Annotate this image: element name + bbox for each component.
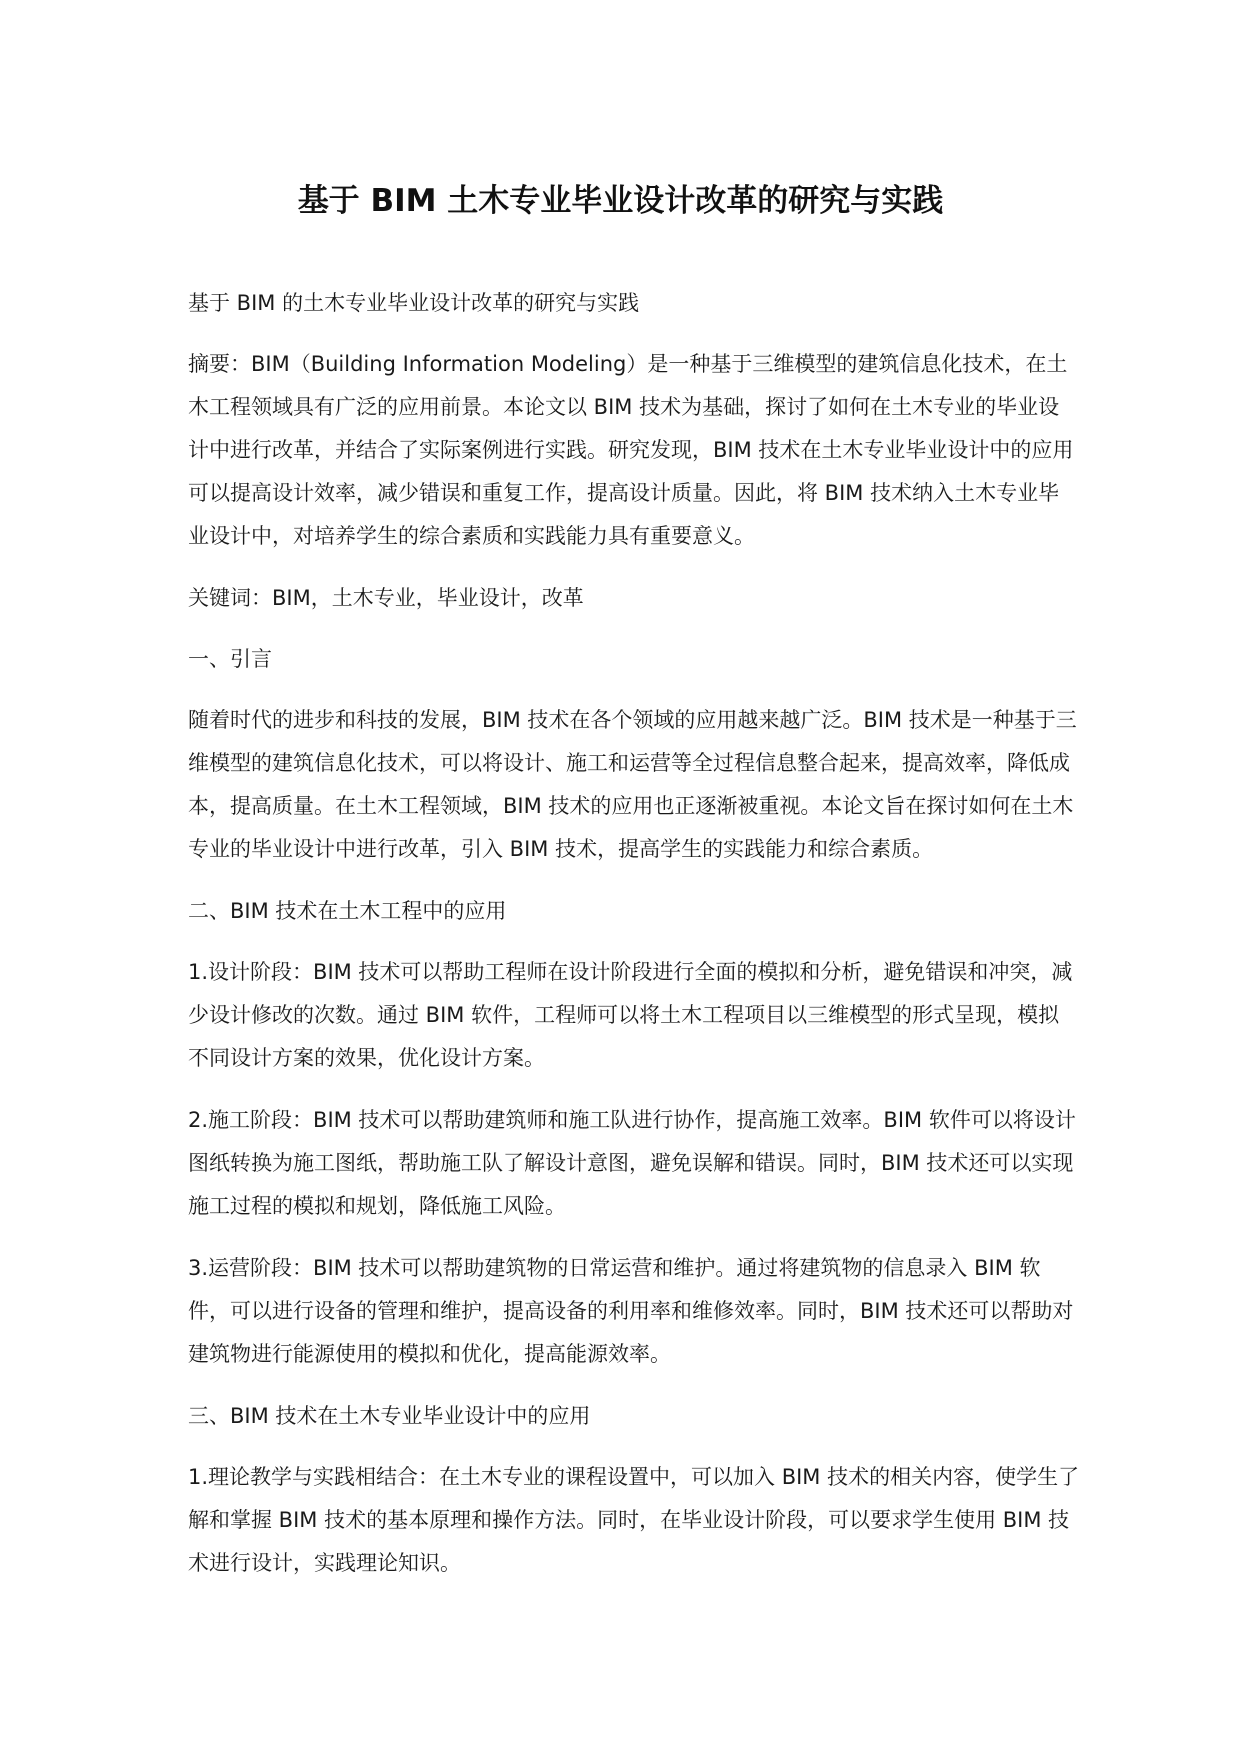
- section-heading-graduation-design: 三、BIM 技术在土木专业毕业设计中的应用: [188, 1404, 591, 1428]
- introduction-paragraph: 随着时代的进步和科技的发展，BIM 技术在各个领域的应用越来越广泛。BIM 技术是一种基于三维模型的建筑信息化技术，可以将设计、施工和运营等全过程信息整合起来，提高效率，降低成本，提高质量。在土木工程领域，BIM 技术的应用也正逐渐被重视。本论文旨在探讨如何在土木专业的毕业设计中进行改革，引入 BIM 技术，提高学生的实践能力和综合素质。: [188, 708, 1077, 861]
- document-title: 基于 BIM 土木专业毕业设计改革的研究与实践: [297, 183, 944, 219]
- subtitle-paragraph: 基于 BIM 的土木专业毕业设计改革的研究与实践: [188, 291, 640, 315]
- keywords-paragraph: 关键词：BIM，土木专业，毕业设计，改革: [188, 586, 584, 610]
- theory-practice-paragraph: 1.理论教学与实践相结合：在土木专业的课程设置中，可以加入 BIM 技术的相关内容，使学生了解和掌握 BIM 技术的基本原理和操作方法。同时，在毕业设计阶段，可以要求学生使用 BIM 技术进行设计，实践理论知识。: [188, 1465, 1080, 1575]
- operation-stage-paragraph: 3.运营阶段：BIM 技术可以帮助建筑物的日常运营和维护。通过将建筑物的信息录入 BIM 软件，可以进行设备的管理和维护，提高设备的利用率和维修效率。同时，BIM 技术还可以帮助对建筑物进行能源使用的模拟和优化，提高能源效率。: [188, 1256, 1074, 1366]
- section-heading-bim-application: 二、BIM 技术在土木工程中的应用: [188, 899, 507, 923]
- abstract-paragraph: 摘要：BIM（Building Information Modeling）是一种基于三维模型的建筑信息化技术，在土木工程领域具有广泛的应用前景。本论文以 BIM 技术为基础，探讨了如何在土木专业的毕业设计中进行改革，并结合了实际案例进行实践。研究发现，BIM 技术在土木专业毕业设计中的应用可以提高设计效率，减少错误和重复工作，提高设计质量。因此，将 BIM 技术纳入土木专业毕业设计中，对培养学生的综合素质和实践能力具有重要意义。: [188, 352, 1074, 548]
- construction-stage-paragraph: 2.施工阶段：BIM 技术可以帮助建筑师和施工队进行协作，提高施工效率。BIM 软件可以将设计图纸转换为施工图纸，帮助施工队了解设计意图，避免误解和错误。同时，BIM 技术还可以实现施工过程的模拟和规划，降低施工风险。: [188, 1108, 1076, 1218]
- section-heading-introduction: 一、引言: [188, 647, 272, 671]
- design-stage-paragraph: 1.设计阶段：BIM 技术可以帮助工程师在设计阶段进行全面的模拟和分析，避免错误和冲突，减少设计修改的次数。通过 BIM 软件，工程师可以将土木工程项目以三维模型的形式呈现，模拟不同设计方案的效果，优化设计方案。: [188, 960, 1073, 1070]
- document-body: [188, 282, 1080, 1604]
